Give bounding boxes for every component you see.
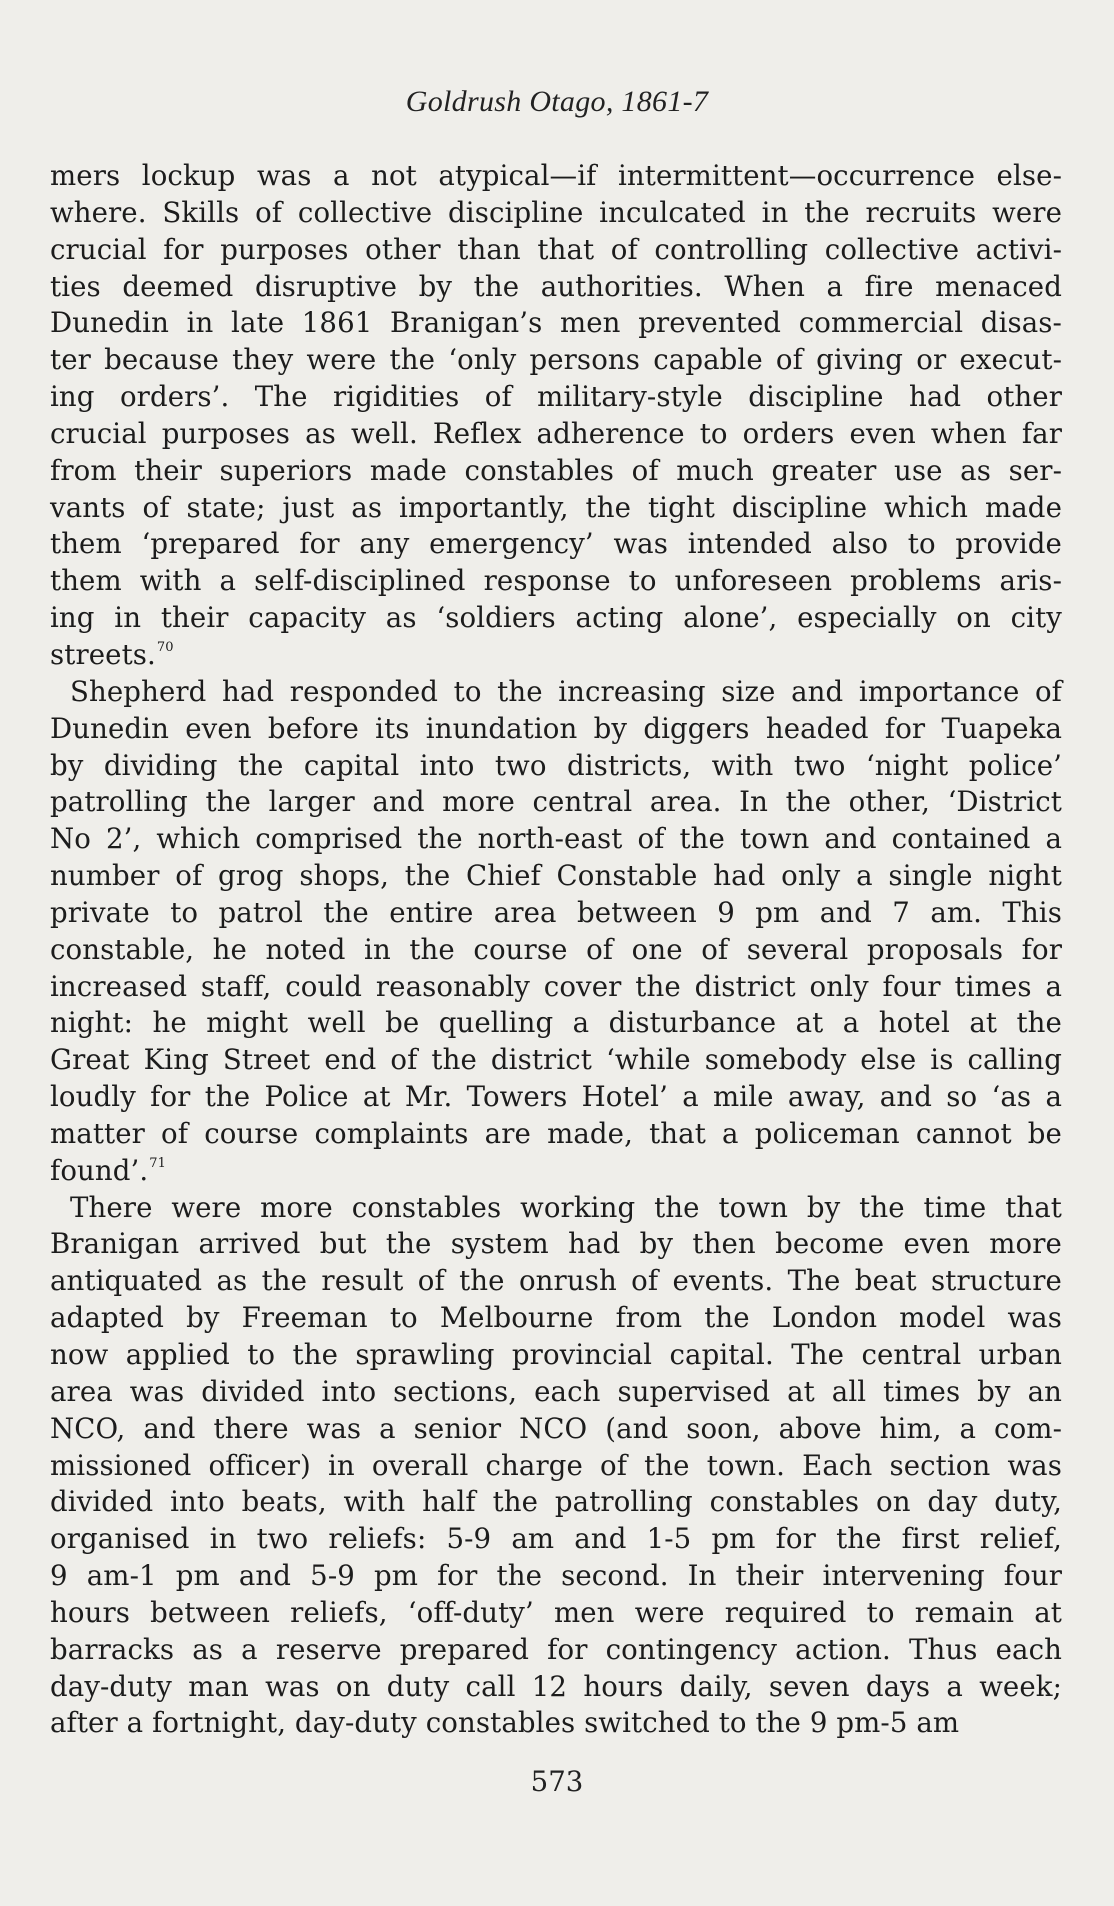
- line-text: divided into beats, with half the patrolling constables on day duty,: [50, 1485, 1062, 1519]
- text-line: [50, 821, 1062, 858]
- line-text: from their superiors made constables of much greater use as ser-: [50, 453, 1062, 487]
- text-line: [50, 895, 1062, 932]
- line-text: There were more constables working the town by the time that: [70, 1190, 1062, 1224]
- line-text: them ‘prepared for any emergency’ was intended also to provide: [50, 527, 1062, 561]
- text-line: [50, 158, 1062, 195]
- text-line: [50, 1153, 1062, 1190]
- text-line: [50, 748, 1062, 785]
- text-line: [50, 416, 1062, 453]
- text-line: [50, 342, 1062, 379]
- text-line: [50, 784, 1062, 821]
- text-line: [50, 1079, 1062, 1116]
- text-line: [50, 1005, 1062, 1042]
- text-line: [50, 563, 1062, 600]
- line-text: found’.: [50, 1153, 149, 1187]
- line-text: barracks as a reserve prepared for contingency action. Thus each: [50, 1632, 1062, 1666]
- line-text: Dunedin in late 1861 Branigan’s men prevented commercial disas-: [50, 306, 1062, 340]
- text-line: [50, 1337, 1062, 1374]
- text-line: [50, 600, 1062, 637]
- line-text: increased staff, could reasonably cover the district only four times a: [50, 969, 1062, 1003]
- line-text: loudly for the Police at Mr. Towers Hotel’ a mile away, and so ‘as a: [50, 1080, 1062, 1114]
- line-text: Great King Street end of the district ‘while somebody else is calling: [50, 1043, 1062, 1077]
- text-line: [50, 1263, 1062, 1300]
- line-text: constable, he noted in the course of one of several proposals for: [50, 932, 1062, 966]
- line-text: mers lockup was a not atypical—if intermittent—occurrence else-: [50, 159, 1062, 192]
- line-text: where. Skills of collective discipline inculcated in the recruits were: [50, 195, 1062, 229]
- line-text: Shepherd had responded to the increasing size and importance of: [70, 674, 1062, 708]
- running-head: Goldrush Otago, 1861-7: [405, 85, 709, 118]
- body-text: [50, 158, 1062, 1742]
- text-line: [50, 1448, 1062, 1485]
- line-text: adapted by Freeman to Melbourne from the London model was: [50, 1301, 1062, 1335]
- line-text: Dunedin even before its inundation by diggers headed for Tuapeka: [50, 711, 1062, 745]
- line-text: streets.: [50, 637, 156, 671]
- line-text: patrolling the larger and more central area. In the other, ‘District: [50, 785, 1062, 819]
- line-text: by dividing the capital into two districts, with two ‘night police’: [50, 748, 1062, 782]
- text-line: [50, 1300, 1062, 1337]
- line-text: hours between reliefs, ‘off-duty’ men were required to remain at: [50, 1595, 1062, 1629]
- line-text: ties deemed disruptive by the authorities. When a fire menaced: [50, 269, 1062, 303]
- text-line: [50, 1484, 1062, 1521]
- line-text: crucial for purposes other than that of controlling collective activi-: [50, 232, 1062, 266]
- text-line: [50, 1190, 1062, 1227]
- line-text: area was divided into sections, each supervised at all times by an: [50, 1374, 1062, 1408]
- text-line: [50, 1411, 1062, 1448]
- line-text: ing orders’. The rigidities of military-style discipline had other: [50, 380, 1062, 414]
- line-text: organised in two reliefs: 5-9 am and 1-5 pm for the first relief,: [50, 1522, 1062, 1556]
- line-text: ter because they were the ‘only persons capable of giving or execut-: [50, 343, 1062, 377]
- text-line: [50, 1116, 1062, 1153]
- text-line: [50, 674, 1062, 711]
- text-line: [50, 858, 1062, 895]
- line-text: night: he might well be quelling a disturbance at a hotel at the: [50, 1006, 1062, 1040]
- line-text: Branigan arrived but the system had by then become even more: [50, 1227, 1062, 1261]
- line-text: after a fortnight, day-duty constables switched to the 9 pm-5 am: [50, 1706, 960, 1740]
- line-text: 9 am-1 pm and 5-9 pm for the second. In their intervening four: [50, 1559, 1062, 1593]
- text-line: [50, 269, 1062, 306]
- line-text: crucial purposes as well. Reflex adherence to orders even when far: [50, 416, 1062, 450]
- text-line: [50, 453, 1062, 490]
- page-number: 573: [530, 1765, 584, 1798]
- line-text: missioned officer) in overall charge of the town. Each section was: [50, 1448, 1062, 1482]
- text-line: [50, 1374, 1062, 1411]
- line-text: NCO, and there was a senior NCO (and soon, above him, a com-: [50, 1411, 1062, 1445]
- line-text: private to patrol the entire area between 9 pm and 7 am. This: [50, 895, 1062, 929]
- line-text: ing in their capacity as ‘soldiers acting alone’, especially on city: [50, 601, 1062, 635]
- line-text: number of grog shops, the Chief Constable had only a single night: [50, 859, 1062, 893]
- text-line: [50, 932, 1062, 969]
- text-line: [50, 1705, 1062, 1742]
- line-text: antiquated as the result of the onrush of events. The beat structure: [50, 1264, 1062, 1298]
- text-line: [50, 1632, 1062, 1669]
- line-text: them with a self-disciplined response to unforeseen problems aris-: [50, 564, 1062, 598]
- footnote-marker: 70: [156, 639, 174, 655]
- text-line: [50, 1521, 1062, 1558]
- footnote-marker: 71: [149, 1155, 167, 1171]
- line-text: vants of state; just as importantly, the tight discipline which made: [50, 490, 1062, 524]
- text-line: [50, 526, 1062, 563]
- text-line: [50, 1669, 1062, 1706]
- text-line: [50, 379, 1062, 416]
- text-line: [50, 1558, 1062, 1595]
- text-line: [50, 305, 1062, 342]
- line-text: now applied to the sprawling provincial capital. The central urban: [50, 1338, 1062, 1371]
- text-line: [50, 1042, 1062, 1079]
- text-line: [50, 195, 1062, 232]
- line-text: matter of course complaints are made, that a policeman cannot be: [50, 1116, 1062, 1150]
- text-line: [50, 1595, 1062, 1632]
- line-text: day-duty man was on duty call 12 hours daily, seven days a week;: [50, 1669, 1062, 1703]
- text-line: [50, 232, 1062, 269]
- line-text: No 2’, which comprised the north-east of the town and contained a: [50, 822, 1062, 856]
- text-line: [50, 969, 1062, 1006]
- text-line: [50, 711, 1062, 748]
- text-line: [50, 1226, 1062, 1263]
- text-line: [50, 637, 1062, 674]
- text-line: [50, 490, 1062, 527]
